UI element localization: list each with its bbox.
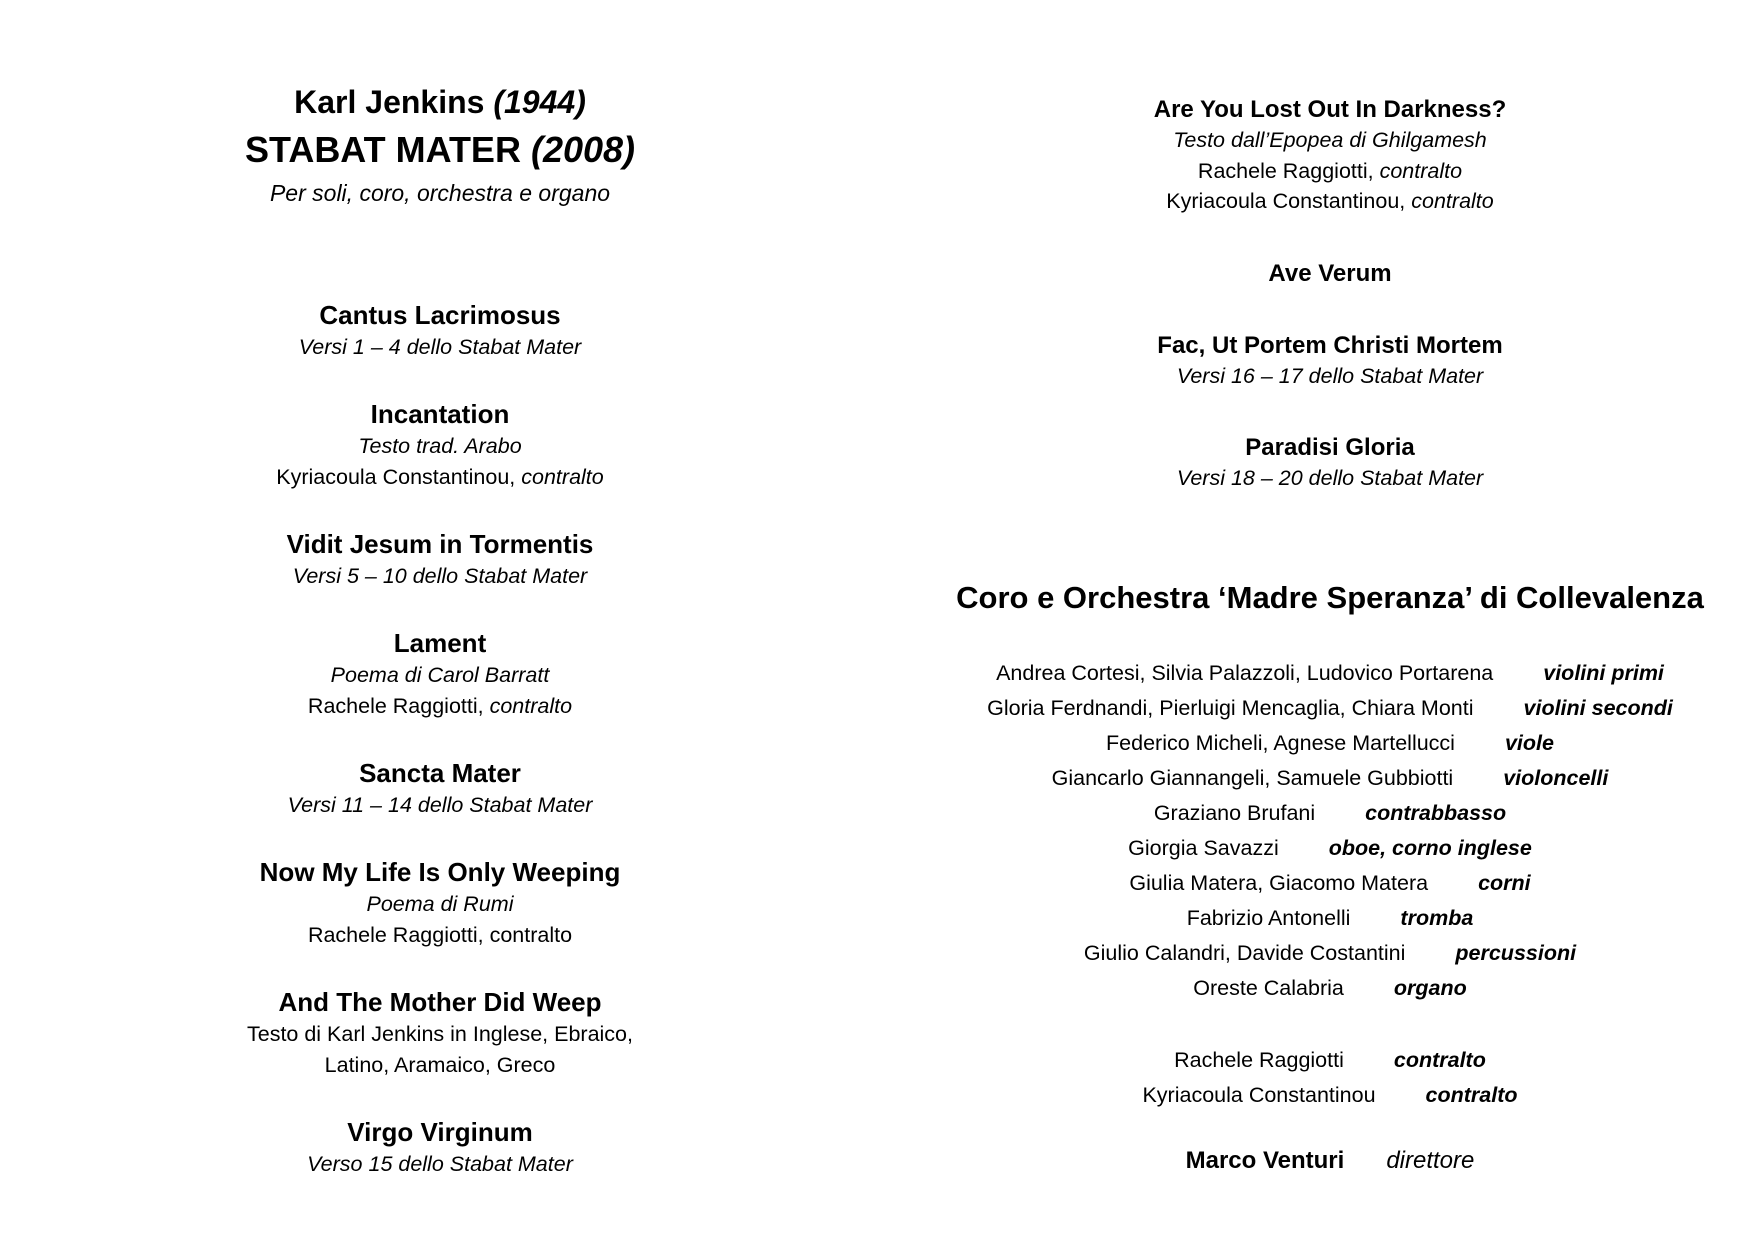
- movement-block: [140, 527, 740, 592]
- movement-title: Paradisi Gloria: [1245, 434, 1415, 461]
- movement-detail: [140, 1019, 740, 1050]
- movement-block: [140, 855, 740, 951]
- text-segment: Latino, Aramaico, Greco: [324, 1053, 556, 1077]
- title-block: [140, 79, 740, 213]
- performer-names: Gloria Ferdnandi, Pierluigi Mencaglia, Chiara Monti: [987, 695, 1474, 720]
- work-title: [140, 125, 740, 174]
- performer-names: Andrea Cortesi, Silvia Palazzoli, Ludovico Portarena: [996, 660, 1494, 685]
- performer-names: Federico Micheli, Agnese Martellucci: [1106, 730, 1455, 755]
- text-segment: Poema di Carol Barratt: [330, 663, 550, 687]
- conductor-name: Marco Venturi: [1185, 1146, 1345, 1174]
- conductor-line: [940, 1144, 1720, 1177]
- performer-role: violini primi: [1543, 660, 1664, 685]
- movement-title: Cantus Lacrimosus: [319, 300, 561, 330]
- movement-detail: [140, 431, 740, 462]
- movement-list-right: [940, 94, 1720, 494]
- performer-line: [940, 796, 1720, 831]
- performer-role: oboe, corno inglese: [1328, 835, 1532, 860]
- movement-block: [940, 94, 1720, 217]
- composer-title: [140, 79, 740, 125]
- movement-block: [940, 258, 1720, 289]
- movement-detail: [140, 920, 740, 951]
- movement-title: Ave Verum: [1268, 259, 1392, 287]
- left-column: [140, 79, 740, 1214]
- performer-line: [940, 726, 1720, 761]
- movement-title: Incantation: [370, 399, 510, 429]
- movement-list-left: [140, 298, 740, 1180]
- text-segment: Per soli, coro, orchestra e organo: [269, 180, 611, 206]
- work-subtitle: [140, 174, 740, 213]
- movement-block: [140, 298, 740, 363]
- text-segment: Versi 5 – 10 dello Stabat Mater: [292, 564, 588, 588]
- text-segment: Versi 1 – 4 dello Stabat Mater: [298, 335, 582, 359]
- text-segment: contralto: [1379, 158, 1463, 183]
- performer-line: [940, 656, 1720, 691]
- movement-detail: [940, 125, 1720, 156]
- movement-title: Now My Life Is Only Weeping: [259, 857, 621, 887]
- text-segment: Kyriacoula Constantinou,: [1166, 189, 1412, 213]
- performer-role: violoncelli: [1503, 765, 1609, 790]
- performer-line: [940, 691, 1720, 726]
- movement-title: Fac, Ut Portem Christi Mortem: [1157, 331, 1503, 359]
- text-segment: (1944): [493, 84, 586, 120]
- text-segment: Rachele Raggiotti,: [1197, 158, 1380, 183]
- text-segment: Karl Jenkins: [294, 84, 494, 120]
- movement-title: Lament: [393, 628, 487, 658]
- movement-detail: [940, 186, 1720, 217]
- movement-title: Vidit Jesum in Tormentis: [286, 529, 594, 559]
- performer-line: [940, 1078, 1720, 1113]
- movement-detail: [140, 790, 740, 821]
- orchestra-players-list: [940, 656, 1720, 1006]
- performer-line: [940, 1043, 1720, 1078]
- text-segment: Kyriacoula Constantinou,: [276, 465, 522, 489]
- performer-role: organo: [1393, 975, 1467, 1000]
- movement-detail: [140, 1149, 740, 1180]
- performer-names: Giulia Matera, Giacomo Matera: [1129, 870, 1429, 895]
- performer-line: [940, 761, 1720, 796]
- ensemble-heading: Coro e Orchestra ‘Madre Speranza’ di Collevalenza: [956, 579, 1704, 615]
- movement-title: Sancta Mater: [359, 758, 521, 788]
- text-segment: Poema di Rumi: [366, 892, 514, 916]
- text-segment: Versi 16 – 17 dello Stabat Mater: [1176, 363, 1484, 388]
- movement-block: [940, 432, 1720, 494]
- movement-detail: [140, 889, 740, 920]
- conductor-role: direttore: [1386, 1146, 1475, 1174]
- performer-line: [940, 866, 1720, 901]
- movement-detail: [140, 332, 740, 363]
- right-column: [940, 0, 1720, 1177]
- movement-block: [140, 985, 740, 1081]
- performer-line: [940, 971, 1720, 1006]
- performer-names: Oreste Calabria: [1193, 975, 1344, 1000]
- text-segment: Versi 18 – 20 dello Stabat Mater: [1176, 466, 1484, 490]
- text-segment: Versi 11 – 14 dello Stabat Mater: [287, 793, 593, 817]
- text-segment: STABAT MATER: [244, 129, 531, 170]
- text-segment: Testo trad. Arabo: [358, 434, 522, 458]
- text-segment: contralto: [489, 694, 573, 718]
- performer-role: corni: [1478, 870, 1531, 895]
- text-segment: Rachele Raggiotti,: [307, 694, 490, 718]
- performer-role: tromba: [1400, 905, 1474, 930]
- text-segment: Rachele Raggiotti, contralto: [307, 923, 573, 947]
- movement-detail: [940, 361, 1720, 392]
- performer-names: Giulio Calandri, Davide Costantini: [1083, 940, 1406, 965]
- movement-block: [140, 1115, 740, 1180]
- performer-role: contrabbasso: [1365, 800, 1507, 825]
- text-segment: contralto: [521, 465, 604, 489]
- performer-role: percussioni: [1455, 940, 1577, 965]
- performer-role: violini secondi: [1523, 695, 1673, 720]
- performer-names: Giorgia Savazzi: [1128, 835, 1279, 860]
- movement-detail: [140, 1050, 740, 1081]
- movement-title: And The Mother Did Weep: [278, 987, 602, 1017]
- performer-line: [940, 901, 1720, 936]
- text-segment: (2008): [530, 129, 636, 170]
- movement-block: [140, 626, 740, 722]
- performer-names: Rachele Raggiotti: [1174, 1047, 1344, 1072]
- text-segment: contralto: [1411, 189, 1494, 213]
- performer-role: viole: [1504, 730, 1554, 755]
- text-segment: Testo di Karl Jenkins in Inglese, Ebraico,: [246, 1022, 633, 1046]
- movement-block: [940, 330, 1720, 392]
- movement-detail: [940, 463, 1720, 494]
- soloists-list: [940, 1043, 1720, 1113]
- performer-names: Kyriacoula Constantinou: [1142, 1082, 1376, 1107]
- text-segment: Testo dall’Epopea di Ghilgamesh: [1173, 128, 1487, 152]
- performer-names: Giancarlo Giannangeli, Samuele Gubbiotti: [1051, 765, 1454, 790]
- movement-detail: [140, 691, 740, 722]
- performer-names: Fabrizio Antonelli: [1186, 905, 1351, 930]
- movement-title: Are You Lost Out In Darkness?: [1153, 96, 1507, 123]
- performer-role: contralto: [1425, 1082, 1518, 1107]
- movement-detail: [940, 156, 1720, 187]
- performer-line: [940, 936, 1720, 971]
- movement-detail: [140, 462, 740, 493]
- movement-title: Virgo Virginum: [347, 1117, 533, 1147]
- text-segment: Verso 15 dello Stabat Mater: [307, 1152, 573, 1176]
- movement-detail: [140, 561, 740, 592]
- movement-detail: [140, 660, 740, 691]
- performer-role: contralto: [1393, 1047, 1486, 1072]
- performer-names: Graziano Brufani: [1153, 800, 1316, 825]
- performer-line: [940, 831, 1720, 866]
- movement-block: [140, 397, 740, 493]
- movement-block: [140, 756, 740, 821]
